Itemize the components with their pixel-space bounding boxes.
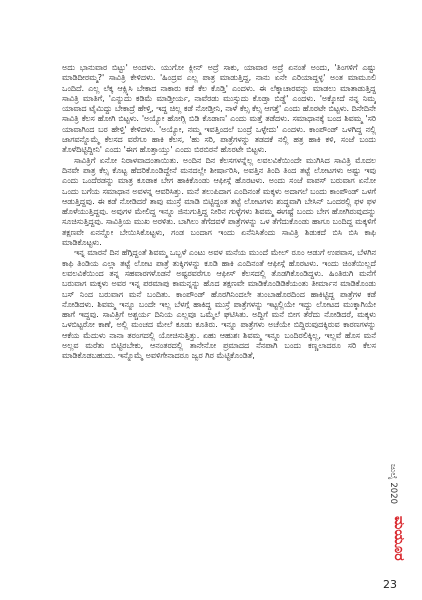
article-paragraph: ಸಾವಿತ್ರಿಗೆ ಏನೋ ನಿರಾಳವಾದಂತಾಯಿತು. ಅಂದಿನ ದಿನ ಕೆಲಸಗಳನ್ನೆಲ್ಲ ಲವಲವಿಕೆಯಿಂದೇ ಮುಗಿಸಿದ ಸಾವಿತ್ರಿ ಮೊದಲ ದಿನವೇ ಪಾತ್ರ ಕೆಲ್ಸ ಕೊಟ್ಟ ಹೆದರಿಕೊಂಡಿದ್ದೇನೆ ಮನದಲ್ಲೇ ಶೀರ್ಷಾರಿಸಿ, ಅವತ್ತಿನ ತಿಂದಿ ತಿಂದ ತಟ್ಟೆ ಲೋಟಗಳು ಅಷ್ಟು ಇವು ಎಂದು ಒಂದೆರಡನ್ನು ಮಾತ್ರ ಕೂಡಾಕ ಬೇಗ ಹಾಕಿಕೊಂಡು ಆಫೀಸ್ಗೆ ಹೊರಟಳು. ಅಂದು ಸಂಜೆ ವಾಪಸ್ ಬರುವಾಗ ಏನೋ ಒಂದು ಬಗೆಯ ಸಮಾಧಾನ ಅವಳನ್ನ ಆವರಿಸಿತ್ತು. ಮನೆ ತಲುಪಿದಾಗ ಎಂದಿನಂತೆ ಮಕ್ಕಳು ಅದಾಗಲೆ ಬಂದು ಕಾಂಪೌಂಡ್ ಒಳಗೆ ಆಡುತ್ತಿದ್ದವು. ಈ ಕಡೆ ನೋಡಿದರೆ ತಾವು ಮುಸ್ರೆ ಮಾಡಿ ಬಿಟ್ಟಿದ್ದಂತ ತಟ್ಟೆ ಲೋಟಗಳು ಶುದ್ಧವಾಗಿ ಬೇಸಿನ್ ಒಂದರಲ್ಲಿ ಫಳ ಫಳ ಹೊಳೆಯುತ್ತಿದ್ದವು. ಅವುಗಳ ಮೇಲಿದ್ದ ಇನ್ನೂ ಜಿನುಗುತ್ತಿದ್ದ ನೀರಿನ ಗುಳ್ಳೆಗಳು ಶಿವಮ್ಮ ಈಗಷ್ಟೆ ಬಂದು ಬೇಗ ಹೋಗಿರುವುದನ್ನು ಸೂಚಿಸುತ್ತಿದ್ದವು. ಸಾವಿತ್ರಿಯ ಮುಖ ಅರಳಿತು. ಬಾಗಿಲು ತೆಗೆದವಳೆ ಪಾತ್ರೆಗಳನ್ನು ಒಳ ತೆಗೆದುಕೊಂಡು ಹಾಗೂ ಬಂದಿದ್ದ ಮಕ್ಕಳಿಗೆ ತಕ್ಷಣವೇ ಏನನ್ನೋ ಬೇಯಿಸಿಕೊಟ್ಟಳು, ಗಂಡ ಬಂದಾಗ ಇಂದು ಏನೆನಿಸಿತೆಂದು ಸಾವಿತ್ರಿ ಶಿಡುಕದೆ ಬಿಸಿ ಬಿಸಿ ಕಾಫಿ ಮಾಡಿಕೊಟ್ಟಳು. bbox=[62, 154, 376, 248]
magazine-brand-sidebar bbox=[379, 462, 415, 574]
issue-date: ಜುಲೈ 2020 bbox=[388, 464, 398, 505]
page-number: 23 bbox=[383, 578, 397, 591]
magazine-brand: ಮಯೂರ bbox=[391, 516, 407, 561]
article-paragraph: ಇನ್ನ ಮಾರನೆ ದಿನ ಹೆಗ್ಗಿದ್ದಂತೆ ಶಿವಮ್ಮ ಒಬ್ಬಳೆ ಎಂಟು ಅವಳ ಮನೆಯ ಮುಂದೆ ಮೇಲ್ ರೂಂ ಆಡುಗೆ ಉಪವಾಸ, ಬೆಳಗಿನ ಕಾಫಿ ತಿಂಡಿಯ ಎಲ್ಲಾ ತಟ್ಟೆ ಲೋಟ ಪಾತ್ರೆ ತುಕ್ಕಿಗಳನ್ನು ಕೂಡಿ ಹಾಕಿ ಎಂದಿನಂತೆ ಆಫೀಸ್ಗೆ ಹೊರಟಳು. ಇಂದು ಚಿಂತೆಯಿಲ್ಲದೆ ಲವಲವಿಕೆಯಿಂದ ತನ್ನ ಸಹವಾರಗಳೊಡನೆ ಅಷ್ಟರವರೆಗೂ ಆಫೀಸ್ ಕೆಲಸದಲ್ಲಿ ತೊಡಗಿಕೊಂಡಿದ್ದಳು. ಹಿಂತಿರುಗಿ ಮನೆಗೆ ಬರುವಾಗ ಮಕ್ಕಳು ಅವರ ಇನ್ನ ಪರಮಾಪು ಕಾಮನ್ನನ್ನು ಹೊದ ತಕ್ಷಣವೇ ಮಾಡಿಕೊಂಡಿಡಿಕೆಯಂತು ತೀರ್ಮಾನ ಮಾಡಿಕೊಂಡು ಬಸ್ ನಿಂದ ಬರುವಾಗ ಮನೆ ಬಂದಿತು. ಕಾಂಪೌಂಡ್ ಹೊರಗಿನಿಂದಲೇ ತುಂಬಾಹೊರದಿಂದ ಹಾಕಿಟ್ಟಿದ್ದ ಪಾತ್ರೆಗಳ ಕಡೆ ನೋಡಿದಳು. ಶಿವಮ್ಮ ಇನ್ನೂ ಬಂದೇ ಇಲ್ಲ ಬೆಳಗ್ಗೆ ಹಾಕಿದ್ದ ಮುಸ್ರೆ ಪಾತ್ರೆಗಳನ್ನು ಇಟ್ಟಲ್ಲಿಯೇ ಇದ್ದು ಲೋಟದ ಮುಕ್ಕಾಗಿಯೇ ಹಾಗೆ ಇದ್ದವು. ಸಾವಿತ್ರಿಗೆ ಅಶ್ಚರ್ಯ ದಿನಿಯ ಎಲ್ಲವೂ ಒಮ್ಮೆಲೆ ಘಟಿಸಿತು. ಅದ್ದಿಗೆ ಮನೆ ಬೀಗ ತೆರೆದು ನೋಡಿದರೆ, ಮಕ್ಕಳು ಒಳಬಿಟ್ಟರೋ ಕಾಣೆ, ಅಲ್ಲಿ ಮಂಚದ ಮೇಲೆ ಕೂಡು ಕೂತಿರು. ಇನ್ನೂ ಪಾತ್ರೆಗಳು ಅಚೆಯೇ ಬಿದ್ದಿರುವುದಕ್ಕಿರುವ ಕಾರಣಗಳನ್ನು ಆಕೆಯ ಮೆದುಳು ನಾನಾ ತರಂಗದಲ್ಲಿ ಯೋಚಿಸುತ್ತಿತ್ತು. ಏಹು ಆಹುಶಃ ಶಿವಮ್ಮ ಇನ್ನೂ ಬಂದಿರಲಿಕ್ಕಿಲ್ಲ, ಇಲ್ಲವೆ ಹೊಸ ಮನೆ ಅಲ್ಲವ ಮರೆತು ಬಿಟ್ಟಿರಬೇಕು, ಆನಂತರದಲ್ಲಿ ತಾನೇನೋ ಪ್ರಮಾದದ ನೆನಪಾಗಿ ಬಂದು ಕಣ್ಣಲಾದರೂ ಸರಿ ಕೆಲಸ ಮಾಡಿಕೊಡಬಹುದು. ಇನ್ನೊಮ್ಮೆ ಅವಳಿಗೇನಾದರೂ ಜ್ವರ ಗಿರ ಮೆಟ್ಟಿಕೊಂಡಿತೆ, bbox=[62, 247, 376, 361]
article-paragraph: ಅದು ಭಾನುವಾರ ಬಿಟ್ಟು' ಅಂದಳು. ಯುಗೋ ಕ್ಲೀನ್ ಅದ್ರೆ ಸಾಕು, ಯಾವಾರ ಅದ್ರೆ ಏನಂತೆ ಅಂದು, 'ತಿಂಗಳಿಗೆ ಎಷ್ಟು ಮಾಡಿದೀರಮ್ಮ?' ಸಾವಿತ್ರಿ ಕೇಳಿದಳು. 'ಹಿಂದ್ರವ ಎಲ್ಲ ಪಾತ್ರ ಮಾಡುತ್ತಿದ್ದ, ನಾನು ಏನೇ ಎರಿಯಾದ್ದಳ್ಳ' ಅಂತ ಮಾಮೂಲಿ ಒಂದಿದೆ. ಎಲ್ಲ ಲೆಕ್ಕ ಆಕ್ಸ್ಕಿಸಿ ಬೇಕಾದ ನಾಕಾರು ಕಡೆ ಕೆಲ ಕೊಡ್ತಿ' ಎಂದಳು. ಈ ಲೆಕ್ಕಾಚಾರವನ್ನು ಮಾಡಲು ಮಾತಾಡುತ್ತಿದ್ದ ಸಾವಿತ್ರಿ ಮಾತಿಗೆ, 'ಎನ್ನುದು ಕಡಿಮೆ ಮಾಡ್ತೀರ್ಯ, ನಾವೆರಡು ಮುಸ್ಸುದು ಕೊಡ್ತಾ ಬಿಡ್ಡೆ' ಎಂದಳು. 'ಅಕ್ಕೋದೆ ನನ್ನ ನಿಮ್ಮ ಯಾವಾದ ಟೈಮಿದ್ದು ಬೇಕಾದ್ರೆ ಹೇಳ್ತಿ, ಇದ್ದ ಚಿಲ್ಲ ಕಡೆ ನೋಡ್ತೀನಿ, ನಾಳೆ ಕೆಲ್ಸ ಕೆಲ್ಸ ಆಗತ್ತೆ' ಎಂದು ಹೊರಟೇ ಬಿಟ್ಟಳು. ದಿನೇದಿನೇ ಸಾವಿತ್ರಿ ಕೆಲಸ ಹೋಗಿ ಬಿಟ್ಟಳು. 'ಅಯ್ಯೋ ಹೋಗ್ಲಿ ಬಿಡಿ ಕೊಡಾಣ' ಎಂದು ಮತ್ತೆ ತಡೆದಳು. ಸಮಾಧಾನಕ್ಕೆ ಬಂದ ಶಿವಮ್ಮ 'ಸರಿ ಯಾವಾಗಿಂದ ಬರ ಹೇಳ್ತಿ' ಕೇಳಿದಳು. 'ಅಯ್ಯೋ, ನಮ್ಮ ಇವತ್ತಿಂದಲೆ ಬಂದ್ರೆ ಒಳ್ಳೇದು' ಎಂದಳು. ಕಾಂಪೌಂಡ್ ಒಳಗಿದ್ದ ನಲ್ಲಿ ಜಾಗವನ್ನೊಮ್ಮೆ ಕೆಲಸದ ವರೆಗೂ ಹಾಕಿ ಕೆಲಸ, 'ಹು ಸರಿ, ಪಾತ್ರೆಗಳನ್ನು ತಡದಕೆ ನಲ್ಲಿ ಹತ್ರ ಹಾಕಿ ಕಳಿ, ಸಂಜೆ ಬಂದು ತೊಳೆದಿಟ್ಟಿದ್ದೀನಿ' ಎಂದು 'ಈಗ ಹೊತ್ತಾಯ್ತು' ಎಂದು ಬಿರಬಿರನೆ ಹೊರಟೇ ಬಿಟ್ಟಳು. bbox=[62, 62, 376, 155]
article-body bbox=[62, 62, 376, 550]
